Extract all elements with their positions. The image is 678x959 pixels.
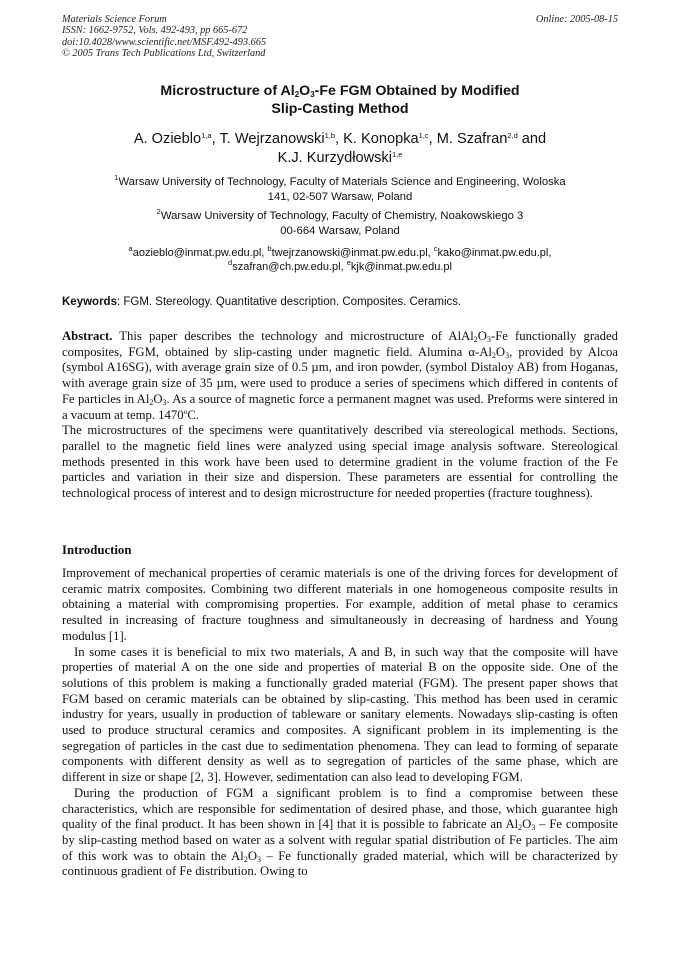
journal-header [62,14,618,60]
affiliation-1: $^1$Warsaw University of Technology, Faculty of Materials Science and Engineering, Woloska 141, 02-507 Warsaw, Poland [114,173,566,203]
paper-title [62,82,618,118]
authors-line-1: A. Ozieblo$^{1,a}$, T. Wejrzanowski$^{1,b}$, K. Konopka$^{1,c}$, M. Szafran$^{2,d}$ and [133,131,547,147]
author-list [62,130,618,168]
introduction-body [62,566,618,880]
title-line-1: Microstructure of $Al_2O_3-Fe$ FGM Obtained by Modified [160,83,520,99]
title-line-2: Slip-Casting Method [271,101,409,117]
email-link[interactable]: kjk@inmat.pw.edu.pl [350,261,452,273]
intro-paragraph-1: Improvement of mechanical properties of ceramic materials is one of the driving forces for development of ceramic matrix composites. Combining two different materials in one homogeneous composite results in obtaining a material with compromising properties. For example, addition of metal phase to ceramics resulted in increasing of fracture toughness and simultaneously in decreasing of hardness and Young modulus [1]. [62,566,618,643]
keywords: Keywords: FGM. Stereology. Quantitative description. Composites. Ceramics. [62,296,462,308]
email-link[interactable]: szafran@ch.pw.edu.pl, [232,261,347,273]
email-link[interactable]: aozieblo@inmat.pw.edu.pl, [132,247,268,259]
affiliation-2: $^2$Warsaw University of Technology, Faculty of Chemistry, Noakowskiego 3 00-664 Warsaw, Poland [156,207,524,237]
section-heading-introduction: Introduction [62,543,132,557]
intro-paragraph-2: In some cases it is beneficial to mix two materials, A and B, in such way that the composite will have properties of material A on the one side and properties of material B on the opposite side. One of the solutions of this problem is making a functionally graded material (FGM). The present paper shows that FGM based on ceramic materials can be obtained by slip-casting. This method has been used in ceramic industry for years, usually in production of tableware or sanitary elements. Nowadays slip-casting is often used to produce structural ceramics and composites. A significant problem in its implementing is the segregation of particles in the cast due to sedimentation phenomena. They can lead to forming of separate components with different density as well as to segregation of particles of the same phase, which are different in size or shape [2, 3]. However, sedimentation can also lead to developing FGM. [62,644,618,785]
email-link[interactable]: kako@inmat.pw.edu.pl, [437,247,552,259]
author-emails: $^a$aozieblo@inmat.pw.edu.pl, $^b$twejrzanowski@inmat.pw.edu.pl, $^c$kako@inmat.pw.edu.pl, $^d$szafran@ch.pw.edu.pl, $^e$kjk@inmat.pw.edu.pl [128,244,552,273]
online-date: Online: 2005-08-15 [535,14,618,25]
copyright-line: © 2005 Trans Tech Publications Ltd, Switzerland [62,48,266,60]
journal-name: Materials Science Forum [62,14,167,25]
authors-line-2: K.J. Kurzydłowski$^{1,e}$ [277,150,403,166]
email-link[interactable]: twejrzanowski@inmat.pw.edu.pl, [271,247,434,259]
abstract-paragraph-1: Abstract. This paper describes the technology and microstructure of $AlAl_2O_3-Fe$ functionally graded composites, FGM, obtained by slip-casting under magnetic field. Alumina $\alpha-Al_2O_3$, provided by Alcoa (symbol A16SG), with average grain size of 0.5 µm, and iron powder, (symbol Distaloy AB) from Hoganas, with average grain size of 35 µm, were used to produce a series of specimens which differed in contents of Fe particles in $Al_2O_3$. As a source of magnetic force a permanent magnet was used. Preforms were sintered in a vacuum at temp. 1470$^o$C. [62,329,618,422]
abstract-label: Abstract. [62,329,113,343]
abstract [62,329,618,502]
keywords-label: Keywords [62,296,117,308]
intro-paragraph-3: During the production of FGM a significant problem is to find a compromise between these characteristics, which are responsible for sedimentation of desired phase, and those, which guarantee high quality of the final product. It has been shown in [4] that it is possible to fabricate an $Al_2O_3$ – Fe composite by slip-casting method based on water as a solvent with regular spatial distribution of Fe particles. The aim of this work was to obtain the $Al_2O_3$ – Fe functionally graded material, which will be characterized by continuous gradient of Fe distribution. Owing to [62,785,618,879]
issn-line: ISSN: 1662-9752, Vols. 492-493, pp 665-672 [62,25,248,37]
doi-line: doi:10.4028/www.scientific.net/MSF.492-493.665 [62,36,267,48]
abstract-paragraph-2: The microstructures of the specimens were quantitatively described via stereological methods. Sections, parallel to the magnetic field lines were analyzed using special image analysis software. Stereological methods presented in this work have been used to determine gradient in the volume fraction of the Fe particles and variation in their size and dispersion. These parameters are essential for controlling the technological process of interest and to design microstructure for needed properties (fracture toughness). [62,423,618,501]
